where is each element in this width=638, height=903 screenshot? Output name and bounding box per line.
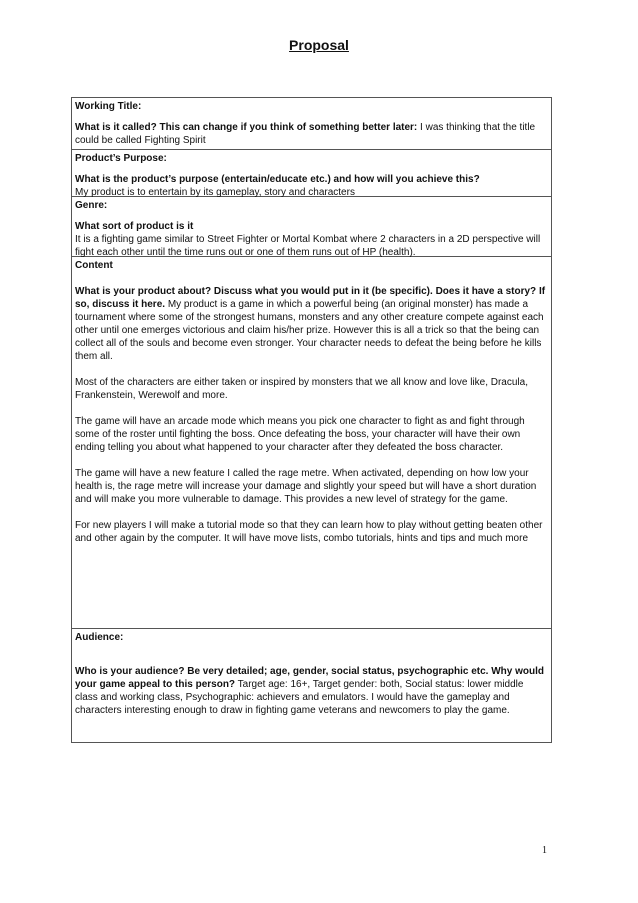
genre-question: What sort of product is it (75, 221, 194, 232)
purpose-question: What is the product’s purpose (entertain/educate etc.) and how will you achieve this? (75, 174, 480, 185)
working-title-section (72, 98, 551, 150)
audience-answer: Target age: 16+, Target gender: both, Social status: lower middle class and working class, Psychographic: achievers and emulators. I would have the gameplay and characters interesting enough to draw in fighting game veterans and newcomers to play the game. (75, 679, 524, 716)
working-title-answer: I was thinking that the title could be called Fighting Spirit (75, 122, 536, 146)
content-answer: My product is a game in which a powerful being (an original monster) has made a tournament where some of the strongest humans, monsters and any other creature compete against each other until one emerges victorious and claim his/her prize. However this is all a trick so that the being can collect all of the souls and become even stronger. Your character needs to defeat the being before he kills them all. (75, 299, 544, 362)
working-title-heading: Working Title: (75, 101, 142, 112)
content-heading: Content (75, 260, 113, 271)
working-title-text (75, 121, 548, 147)
audience-section (72, 629, 551, 742)
audience-question: Who is your audience? Be very detailed; age, gender, social status, psychographic etc. Why would your game appeal to this person? (75, 666, 545, 690)
content-paragraph: Most of the characters are either taken or inspired by monsters that we all know and love like, Dracula, Frankenstein, Werewolf and more. (75, 377, 528, 401)
content-paragraph: The game will have an arcade mode which means you pick one character to fight as and fight through some of the roster until fighting the boss. Once defeating the boss, your character will have their own ending telling you about what happened to your character after they defeated the boss character. (75, 416, 525, 453)
purpose-section (72, 150, 551, 197)
working-title-question: What is it called? This can change if you think of something better later: (75, 122, 418, 133)
purpose-heading: Product’s Purpose: (75, 153, 167, 164)
genre-section (72, 197, 551, 257)
genre-heading: Genre: (75, 200, 108, 211)
genre-answer: It is a fighting game similar to Street Fighter or Mortal Kombat where 2 characters in a 2D perspective will fight each other until the time runs out or one of them runs out of HP (health). (75, 234, 541, 258)
content-paragraph: The game will have a new feature I called the rage metre. When activated, depending on how low your health is, the rage metre will increase your damage and slightly your speed but will have a short duration and will make you more vulnerable to damage. This provides a new level of strategy for the game. (75, 468, 537, 505)
content-section (72, 257, 551, 629)
content-intro (75, 285, 548, 363)
audience-heading: Audience: (75, 632, 124, 643)
audience-text (75, 665, 548, 717)
proposal-table (71, 97, 552, 743)
page-title: Proposal (289, 37, 349, 53)
content-paragraph: For new players I will make a tutorial mode so that they can learn how to play without getting beaten other and other again by the computer. It will have move lists, combo tutorials, hints and tips and much more (75, 520, 543, 544)
page-number: 1 (542, 845, 547, 856)
purpose-answer: My product is to entertain by its gameplay, story and characters (75, 187, 355, 198)
content-question: What is your product about? Discuss what you would put in it (be specific). Does it have a story? If so, discuss it here. (75, 286, 546, 310)
